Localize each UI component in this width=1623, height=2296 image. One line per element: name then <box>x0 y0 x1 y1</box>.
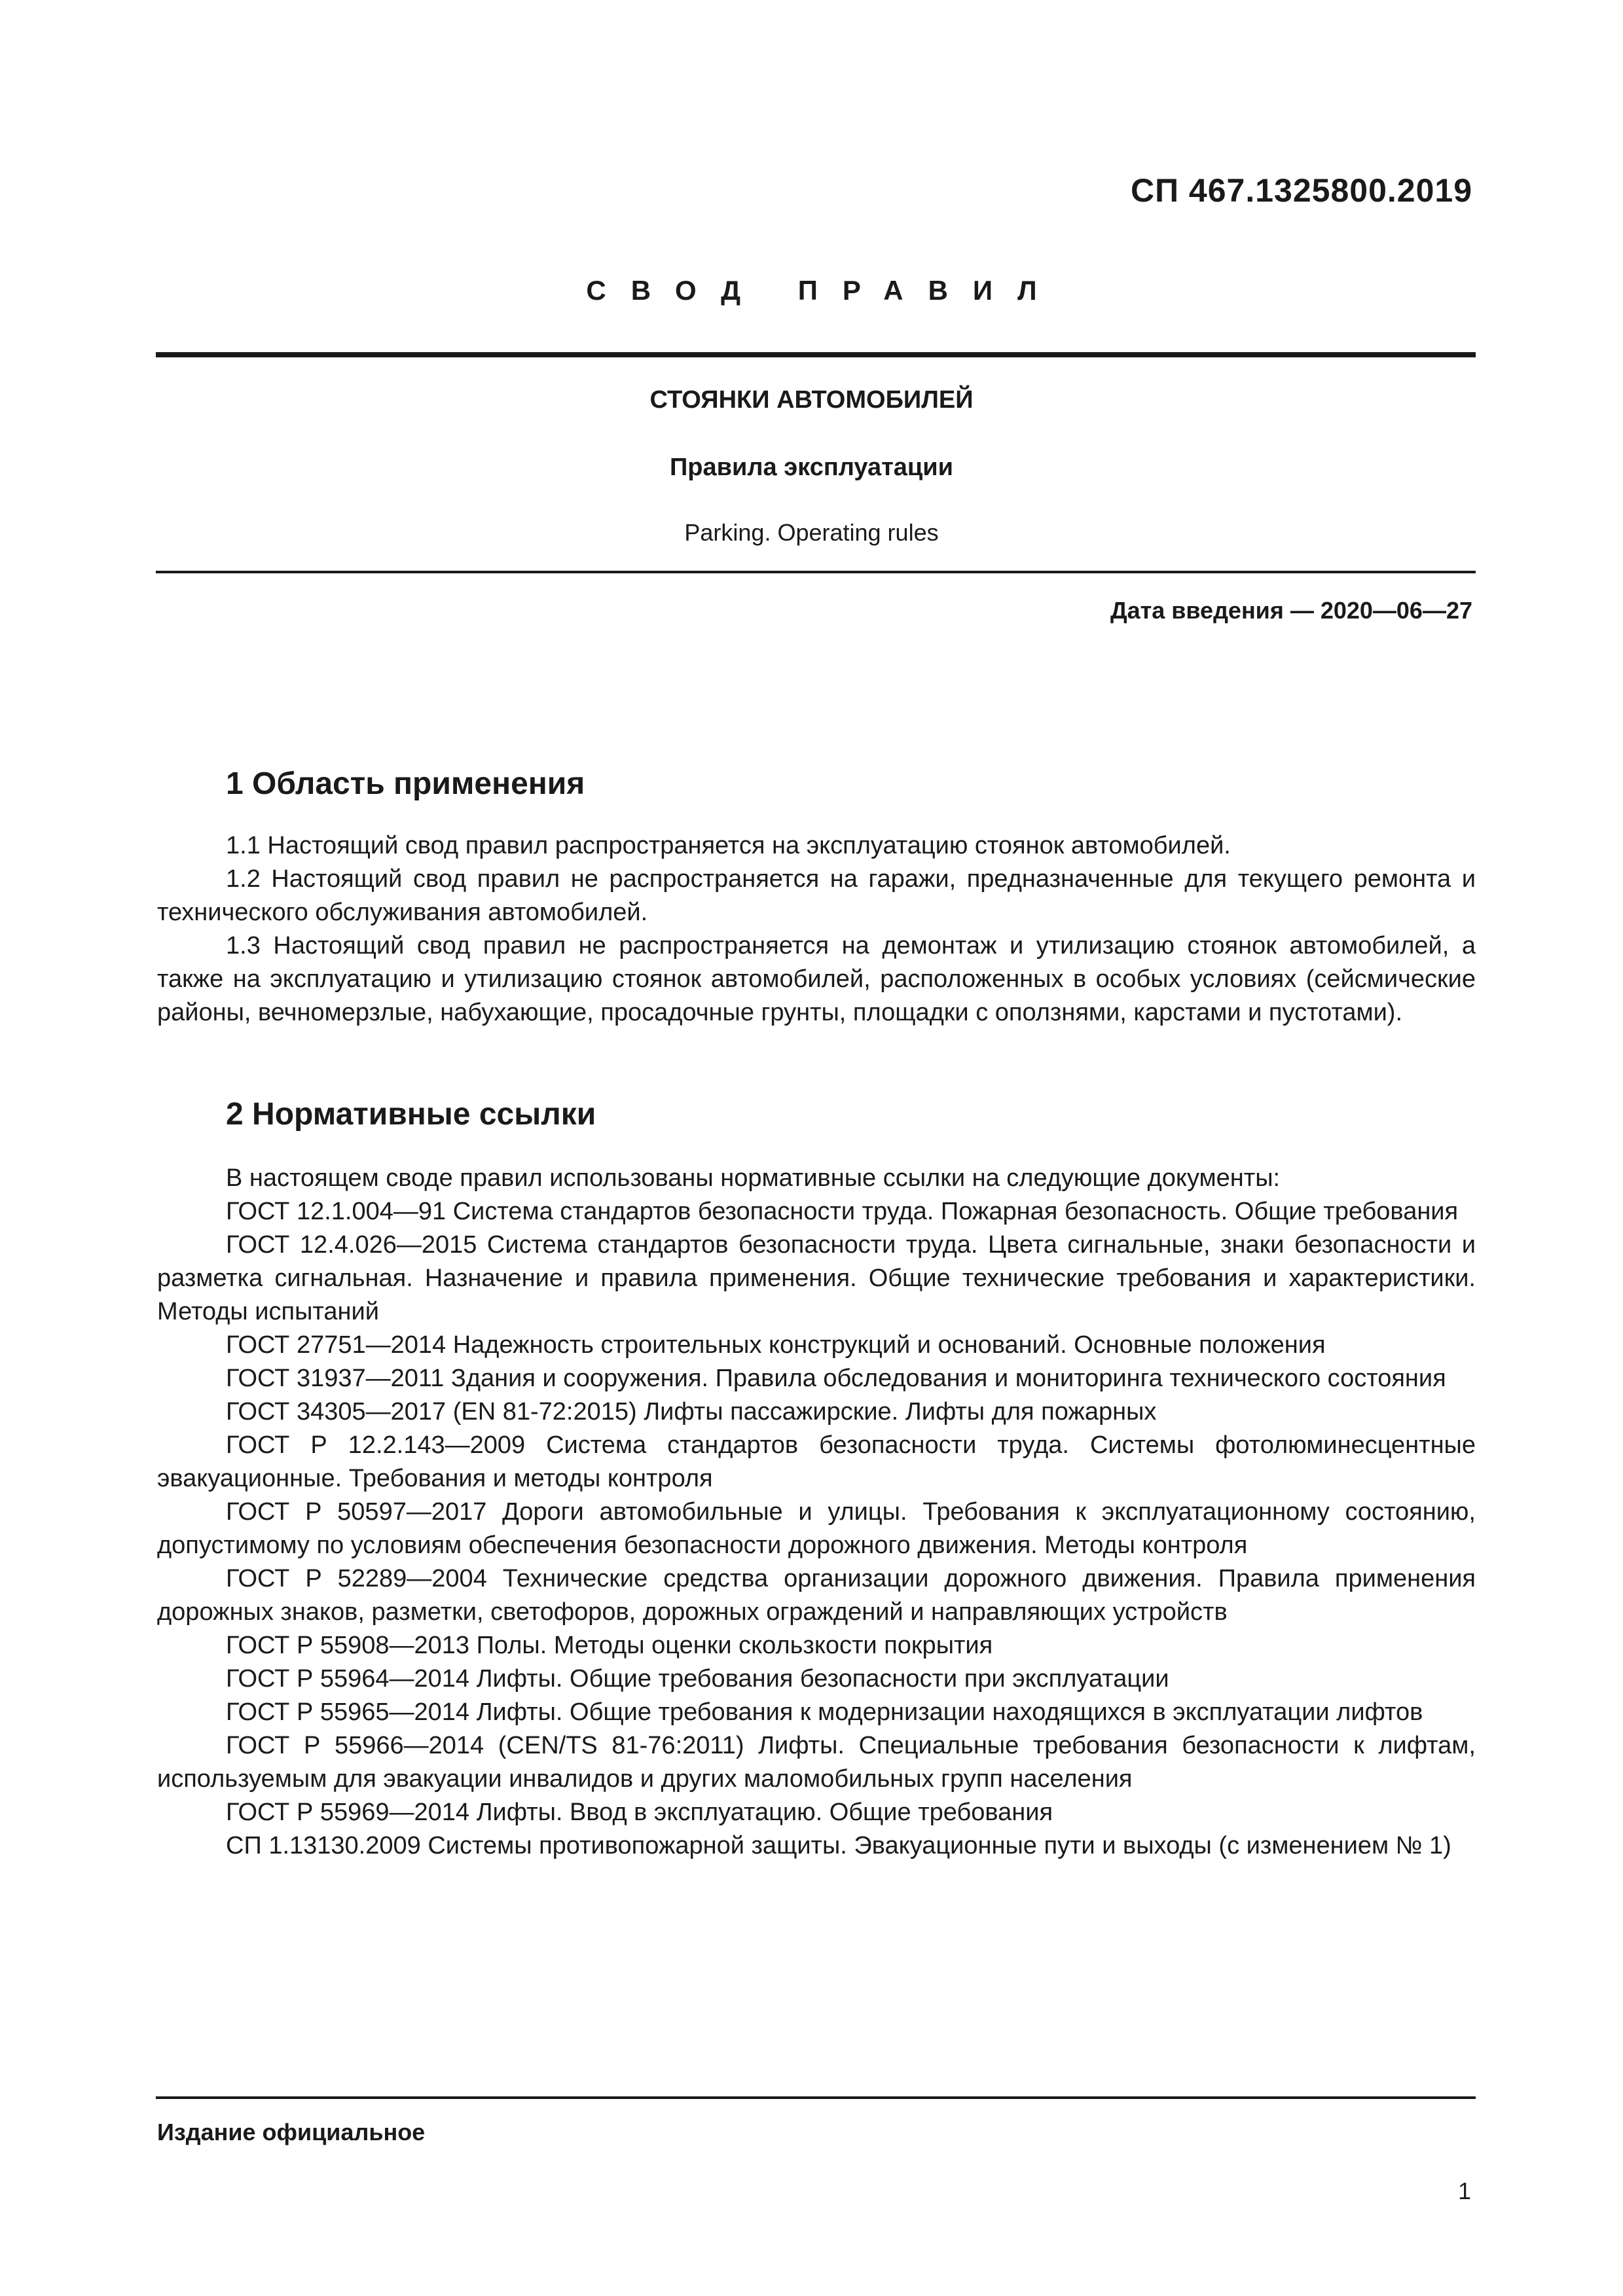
code-of-rules-title: СВОД ПРАВИЛ <box>586 275 1062 306</box>
reference-item: ГОСТ Р 55908—2013 Полы. Методы оценки скользкости покрытия <box>226 1632 993 1659</box>
document-title-english: Parking. Operating rules <box>684 519 939 546</box>
page-number: 1 <box>1457 2178 1471 2204</box>
reference-item: ГОСТ 31937—2011 Здания и сооружения. Правила обследования и мониторинга технического состояния <box>226 1365 1446 1392</box>
reference-item: ГОСТ Р 55969—2014 Лифты. Ввод в эксплуатацию. Общие требования <box>226 1799 1053 1826</box>
reference-item: ГОСТ 12.4.026—2015 Система стандартов безопасности труда. Цвета сигнальные, знаки безопасности и разметка сигнальная. Назначение и правила применения. Общие технические требования и характеристики. Методы испытаний <box>157 1231 1476 1325</box>
paragraph: 1.2 Настоящий свод правил не распространяется на гаражи, предназначенные для текущего ремонта и технического обслуживания автомобилей. <box>157 865 1476 926</box>
paragraph: В настоящем своде правил использованы нормативные ссылки на следующие документы: <box>226 1164 1281 1192</box>
document-subtitle: Правила эксплуатации <box>669 454 954 481</box>
reference-item: ГОСТ 27751—2014 Надежность строительных конструкций и оснований. Основные положения <box>226 1331 1326 1359</box>
reference-item: ГОСТ Р 12.2.143—2009 Система стандартов безопасности труда. Системы фотолюминесцентные эвакуационные. Требования и методы контроля <box>157 1431 1476 1492</box>
title-rule <box>156 571 1476 573</box>
paragraph: 1.1 Настоящий свод правил распространяется на эксплуатацию стоянок автомобилей. <box>226 832 1231 859</box>
reference-item: ГОСТ 34305—2017 (EN 81-72:2015) Лифты пассажирские. Лифты для пожарных <box>226 1398 1157 1426</box>
reference-item: ГОСТ Р 52289—2004 Технические средства организации дорожного движения. Правила применения дорожных знаков, разметки, светофоров, дорожных ограждений и направляющих устройств <box>157 1565 1476 1626</box>
reference-item: ГОСТ Р 55965—2014 Лифты. Общие требования к модернизации находящихся в эксплуатации лифтов <box>226 1698 1423 1726</box>
official-edition-label: Издание официальное <box>157 2119 426 2145</box>
reference-item: СП 1.13130.2009 Системы противопожарной защиты. Эвакуационные пути и выходы (с изменением № 1) <box>226 1832 1451 1859</box>
reference-item: ГОСТ Р 55966—2014 (CEN/TS 81-76:2011) Лифты. Специальные требования безопасности к лифтам, используемым для эвакуации инвалидов и других маломобильных групп населения <box>157 1732 1476 1793</box>
section-body-scope <box>157 829 1476 1030</box>
header-rule <box>156 352 1476 357</box>
introduction-date: Дата введения — 2020—06—27 <box>1110 597 1472 624</box>
paragraph: 1.3 Настоящий свод правил не распространяется на демонтаж и утилизацию стоянок автомобилей, а также на эксплуатацию и утилизацию стоянок автомобилей, расположенных в особых условиях (сейсмические районы, вечномерзлые, набухающие, просадочные грунты, площадки с оползнями, карстами и пустотами). <box>157 932 1476 1026</box>
reference-item: ГОСТ Р 55964—2014 Лифты. Общие требования безопасности при эксплуатации <box>226 1665 1169 1693</box>
section-body-references <box>157 1162 1476 1863</box>
footer-rule <box>156 2096 1476 2099</box>
section-heading-scope: 1 Область применения <box>226 766 585 801</box>
document-code: СП 467.1325800.2019 <box>1130 172 1472 209</box>
reference-item: ГОСТ 12.1.004—91 Система стандартов безопасности труда. Пожарная безопасность. Общие требования <box>226 1198 1459 1225</box>
document-title: СТОЯНКИ АВТОМОБИЛЕЙ <box>649 386 974 414</box>
section-heading-references: 2 Нормативные ссылки <box>226 1097 596 1132</box>
reference-item: ГОСТ Р 50597—2017 Дороги автомобильные и улицы. Требования к эксплуатационному состоянию, допустимому по условиям обеспечения безопасности дорожного движения. Методы контроля <box>157 1498 1476 1559</box>
